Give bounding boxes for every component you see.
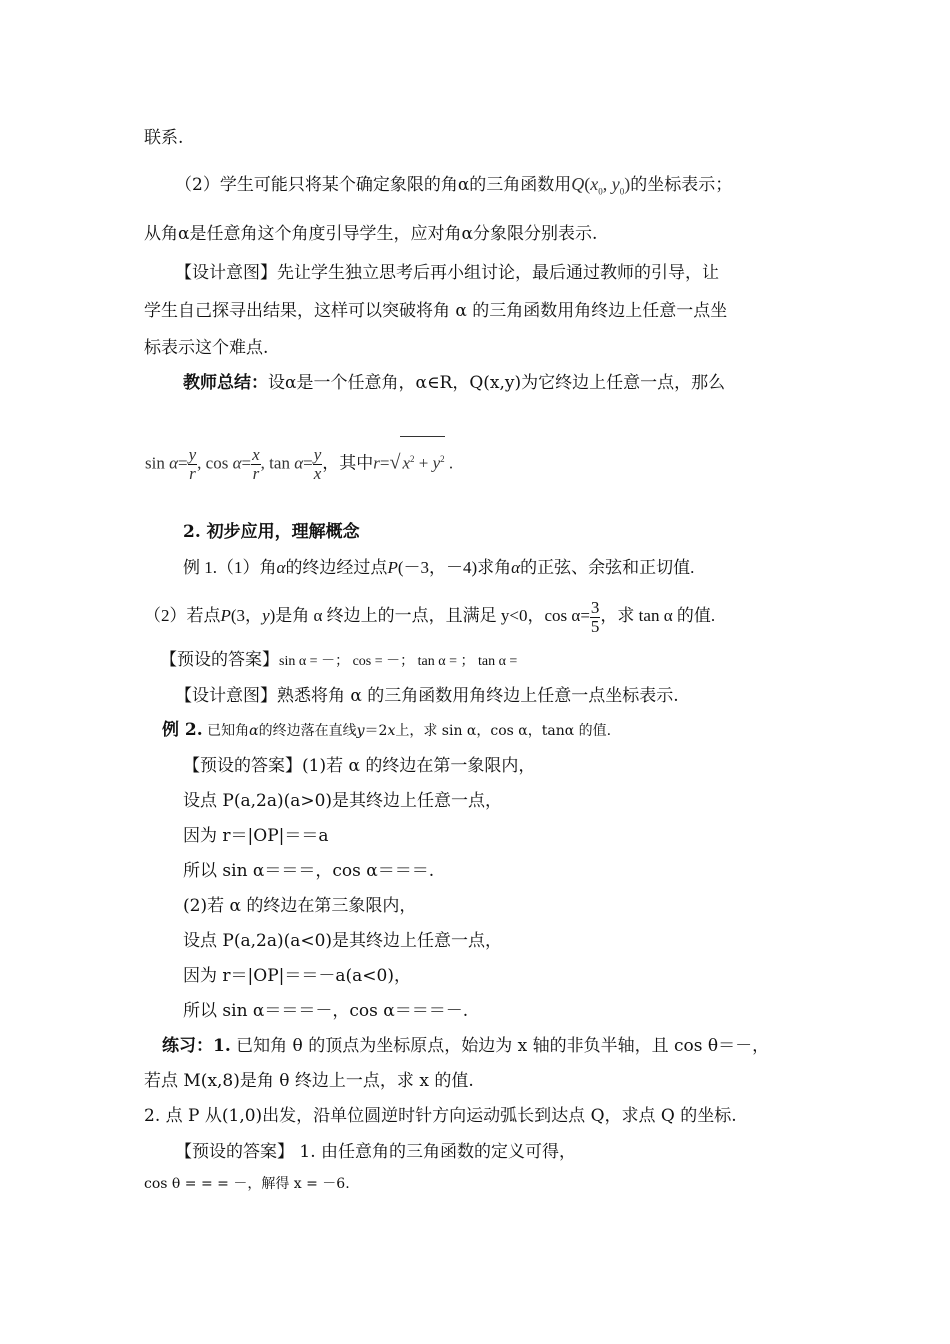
text-line: (2)若 α 的终边在第三象限内，: [183, 896, 417, 916]
bold-label: 例 2.: [162, 720, 203, 740]
math-var: α: [511, 558, 521, 577]
text-line: 因为 r＝|OP|＝＝－a(a<0)，: [183, 966, 411, 986]
sqrt-body: [400, 436, 444, 486]
text-line: [162, 1034, 769, 1058]
fraction: [251, 446, 261, 483]
text-segment: ，求 tan α 的值.: [600, 606, 716, 625]
math-op: =: [178, 453, 188, 473]
denominator: x: [313, 464, 322, 484]
text-segment: 【预设的答案】: [160, 650, 279, 670]
text-line: [175, 1140, 576, 1164]
text-line: 设点 P(a,2a)(a>0)是其终边上任意一点，: [183, 791, 503, 811]
text-segment: 已知角 θ 的顶点为坐标原点，始边为 x 轴的非负半轴，且 cos θ＝－，: [230, 1036, 770, 1056]
text-line: [183, 556, 694, 580]
text-segment: 【预设的答案】 1. 由任意角的三角函数的定义可得，: [175, 1142, 577, 1162]
text-segment: 的终边落在直线: [258, 723, 357, 739]
text-segment: (3，: [230, 606, 263, 625]
math-func: sin: [145, 453, 165, 473]
text-line: [175, 172, 732, 204]
denominator: r: [189, 464, 196, 484]
math-var: α: [249, 723, 259, 739]
math-var: P: [387, 558, 398, 577]
text-line: [160, 648, 517, 674]
math-coordinate: $Q(x_0$, $y_0$): [571, 174, 631, 197]
math-sup: 2: [440, 454, 445, 464]
text-line: 【设计意图】熟悉将角 α 的三角函数用角终边上任意一点坐标表示.: [175, 686, 679, 706]
math-func: tan: [269, 453, 290, 473]
text-line: 所以 sin α＝＝＝－，cos α＝＝＝－.: [183, 1001, 469, 1021]
fraction: [590, 599, 601, 636]
math-var: x: [590, 174, 599, 194]
math-var: Q: [571, 174, 585, 194]
formula-line: [145, 436, 453, 486]
numerator: y: [313, 445, 322, 465]
math-var: α: [294, 453, 304, 473]
text-segment: ＝2: [364, 723, 388, 739]
text-segment: （2）若点: [144, 606, 221, 625]
text-segment: 的终边经过点: [285, 558, 388, 577]
fraction: [188, 446, 198, 483]
math-var: P: [220, 606, 231, 625]
math-var: y: [432, 453, 441, 473]
text-line: 设点 P(a,2a)(a<0)是其终边上任意一点，: [183, 931, 503, 951]
text-segment: )是角 α 终边上的一点，且满足 y<0，cos α=: [269, 606, 590, 625]
text-line: 若点 M(x,8)是角 θ 终边上一点，求 x 的值.: [144, 1071, 474, 1091]
text-line: [144, 598, 715, 636]
text-line: [183, 371, 725, 395]
math-var: α: [232, 453, 242, 473]
math-var: y: [356, 723, 365, 739]
text-line: 【预设的答案】(1)若 α 的终边在第一象限内，: [183, 756, 536, 776]
denominator: r: [252, 464, 260, 484]
numerator: x: [252, 445, 260, 465]
text-line: 所以 sin α＝＝＝，cos α＝＝＝.: [183, 861, 435, 881]
fraction: [313, 446, 323, 483]
math-var: α: [169, 453, 179, 473]
text-segment: sin α = －； cos = －； tan α = ； tan α =: [279, 654, 518, 669]
text-segment: 的正弦、余弦和正切值.: [520, 558, 695, 577]
math-op: =: [379, 453, 390, 473]
math-sup: 2: [410, 454, 415, 464]
text-line: cos θ = = = －，解得 x = －6.: [144, 1176, 350, 1192]
text-line: 学生自己探寻出结果，这样可以突破将角 α 的三角函数用角终边上任意一点坐: [144, 301, 728, 321]
text-segment: 例 1.（1）角: [183, 558, 277, 577]
text-segment: （2）学生可能只将某个确定象限的角α的三角函数用: [175, 175, 572, 195]
text-line: 标表示这个难点.: [144, 338, 269, 358]
numerator: 3: [590, 597, 600, 617]
math-var: r: [373, 453, 380, 473]
math-sub: 0: [619, 186, 625, 197]
text-segment: ，其中: [322, 453, 374, 474]
text-line: 从角α是任意角这个角度引导学生，应对角α分象限分别表示.: [144, 224, 598, 244]
section-heading: 2. 初步应用，理解概念: [183, 522, 360, 542]
bold-label: 教师总结：: [183, 373, 268, 393]
numerator: y: [188, 445, 197, 465]
text-segment: 上，求 sin α，cos α，tanα 的值.: [395, 723, 612, 739]
text-line: 联系.: [144, 128, 184, 148]
math-op: =: [303, 453, 313, 473]
bold-label: 练习：1.: [162, 1036, 231, 1056]
text-segment: 的坐标表示；: [630, 175, 733, 195]
math-op: =: [241, 453, 252, 473]
math-sub: 0: [598, 186, 603, 197]
text-line: 2. 点 P 从(1,0)出发，沿单位圆逆时针方向运动弧长到达点 Q，求点 Q 的坐标.: [144, 1106, 737, 1126]
math-var: α: [276, 558, 286, 577]
math-sep: ,: [197, 453, 202, 473]
text-segment: 已知角: [202, 723, 250, 739]
sqrt-sign: √: [389, 451, 401, 474]
math-sep: ,: [260, 453, 265, 473]
math-var: x: [387, 723, 396, 739]
text-segment: 设α是一个任意角，α∈R，Q(x,y)为它终边上任意一点，那么: [268, 373, 726, 393]
text-segment: (－3，－4)求角: [397, 558, 512, 577]
math-var: x: [402, 453, 411, 473]
denominator: 5: [590, 616, 600, 636]
math-op: +: [418, 453, 429, 473]
text-line: 【设计意图】先让学生独立思考后再小组讨论，最后通过教师的引导，让: [175, 263, 719, 283]
math-var: y: [611, 174, 620, 194]
math-func: cos: [205, 453, 229, 473]
text-line: 因为 r＝|OP|＝＝a: [183, 826, 329, 846]
text-line: [162, 718, 611, 743]
math-var: y: [262, 606, 270, 625]
math-end: .: [448, 453, 454, 473]
